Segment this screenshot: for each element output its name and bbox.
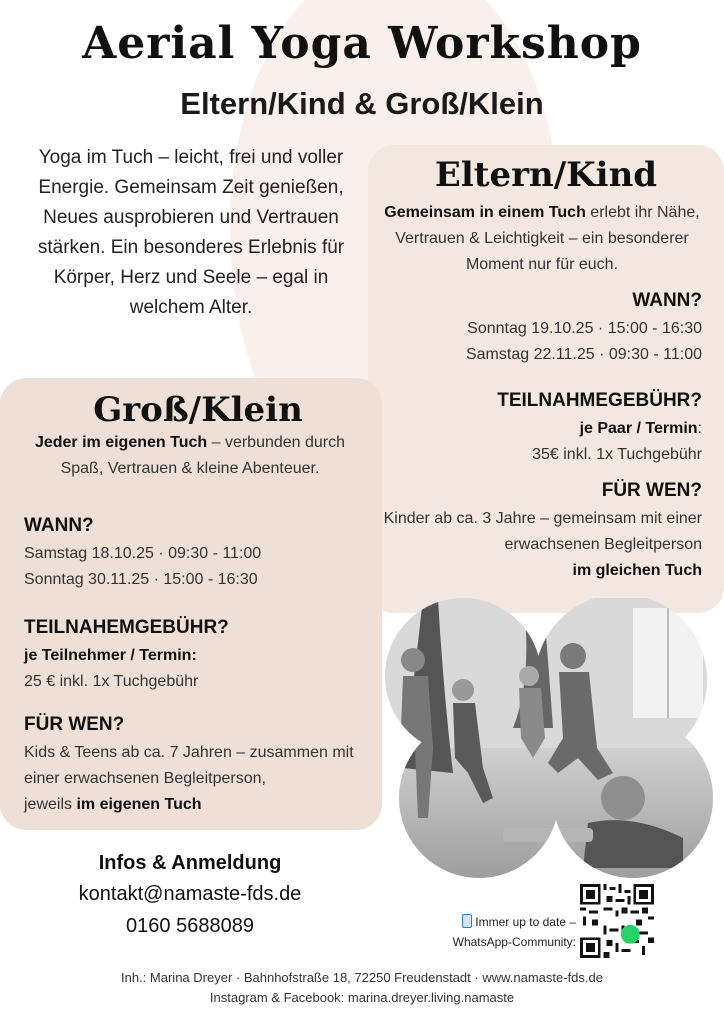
gross-klein-intro — [18, 430, 362, 482]
eltern-kind-when-heading: WANN? — [632, 290, 702, 311]
gross-klein-date: Sonntag 30.11.25 · 15:00 - 16:30 — [24, 571, 258, 588]
footer-social: Instagram & Facebook: marina.dreyer.living.namaste — [209, 990, 515, 1005]
gross-klein-date: Samstag 18.10.25 · 09:30 - 11:00 — [24, 545, 262, 562]
aerial-yoga-illustration — [383, 598, 717, 878]
qr-code[interactable] — [580, 884, 654, 958]
gross-klein-title: Groß/Klein — [93, 390, 303, 430]
page-title: Aerial Yoga Workshop — [82, 18, 642, 69]
eltern-kind-fee-value: 35€ inkl. 1x Tuchgebühr — [532, 446, 702, 463]
phone-icon — [462, 914, 472, 928]
gross-klein-when — [24, 515, 376, 593]
eltern-kind-title: Eltern/Kind — [434, 155, 658, 195]
whatsapp-note — [410, 912, 576, 952]
eltern-kind-date: Samstag 22.11.25 · 09:30 - 11:00 — [465, 346, 702, 363]
eltern-kind-fee-heading: TEILNAHMEGEBÜHR? — [497, 390, 702, 411]
eltern-kind-who — [372, 480, 702, 584]
eltern-kind-intro — [372, 200, 712, 278]
contact-email[interactable]: kontakt@namaste-fds.de — [78, 883, 302, 905]
eltern-kind-who-text: Kinder ab ca. 3 Jahre – gemeinsam mit einer erwachsenen Begleitperson — [383, 510, 702, 553]
contact-block — [30, 848, 350, 942]
eltern-kind-fee-unit: je Paar / Termin — [579, 420, 698, 437]
eltern-kind-who-bold: im gleichen Tuch — [572, 562, 702, 579]
intro-text: Yoga im Tuch – leicht, frei und voller Energie. Gemeinsam Zeit genießen, Neues ausprobieren und Vertrauen stärken. Ein besonderes Erlebnis für Körper, Herz und Seele – egal in welchem Alter. — [37, 147, 345, 318]
eltern-kind-intro-rest: erlebt ihr Nähe, Vertrauen & Leichtigkeit – ein besonderer Moment nur für euch. — [395, 204, 700, 273]
gross-klein-who — [24, 714, 376, 818]
whatsapp-line1: Immer up to date – — [475, 915, 576, 929]
gross-klein-who-text: Kids & Teens ab ca. 7 Jahren – zusammen mit einer erwachsenen Begleitperson, — [24, 744, 354, 787]
gross-klein-fee-heading: TEILNAHEMGEBÜHR? — [24, 617, 229, 638]
eltern-kind-fee — [372, 390, 702, 468]
eltern-kind-fee-colon: : — [697, 420, 702, 437]
gross-klein-fee — [24, 617, 376, 695]
eltern-kind-who-heading: FÜR WEN? — [601, 480, 702, 501]
contact-heading: Infos & Anmeldung — [98, 852, 282, 874]
footer-address: Inh.: Marina Dreyer · Bahnhofstraße 18, 72250 Freudenstadt · www.namaste-fds.de — [121, 970, 603, 985]
contact-phone[interactable]: 0160 5688089 — [126, 915, 254, 937]
page-subtitle: Eltern/Kind & Groß/Klein — [180, 86, 544, 121]
gross-klein-when-heading: WANN? — [24, 515, 94, 536]
eltern-kind-when — [372, 290, 702, 368]
gross-klein-intro-bold: Jeder im eigenen Tuch — [34, 434, 208, 451]
gross-klein-fee-unit: je Teilnehmer / Termin: — [24, 647, 197, 664]
whatsapp-line2: WhatsApp-Community: — [452, 935, 576, 949]
whatsapp-icon — [621, 925, 640, 944]
gross-klein-who-heading: FÜR WEN? — [24, 714, 125, 735]
footer — [0, 968, 724, 1008]
eltern-kind-date: Sonntag 19.10.25 · 15:00 - 16:30 — [467, 320, 702, 337]
gross-klein-who-prefix: jeweils — [24, 796, 77, 813]
gross-klein-intro-rest: – verbunden durch Spaß, Vertrauen & kleine Abenteuer. — [60, 434, 346, 477]
gross-klein-fee-value: 25 € inkl. 1x Tuchgebühr — [24, 673, 199, 690]
eltern-kind-intro-bold: Gemeinsam in einem Tuch — [384, 204, 586, 221]
gross-klein-who-bold: im eigenen Tuch — [76, 796, 202, 813]
